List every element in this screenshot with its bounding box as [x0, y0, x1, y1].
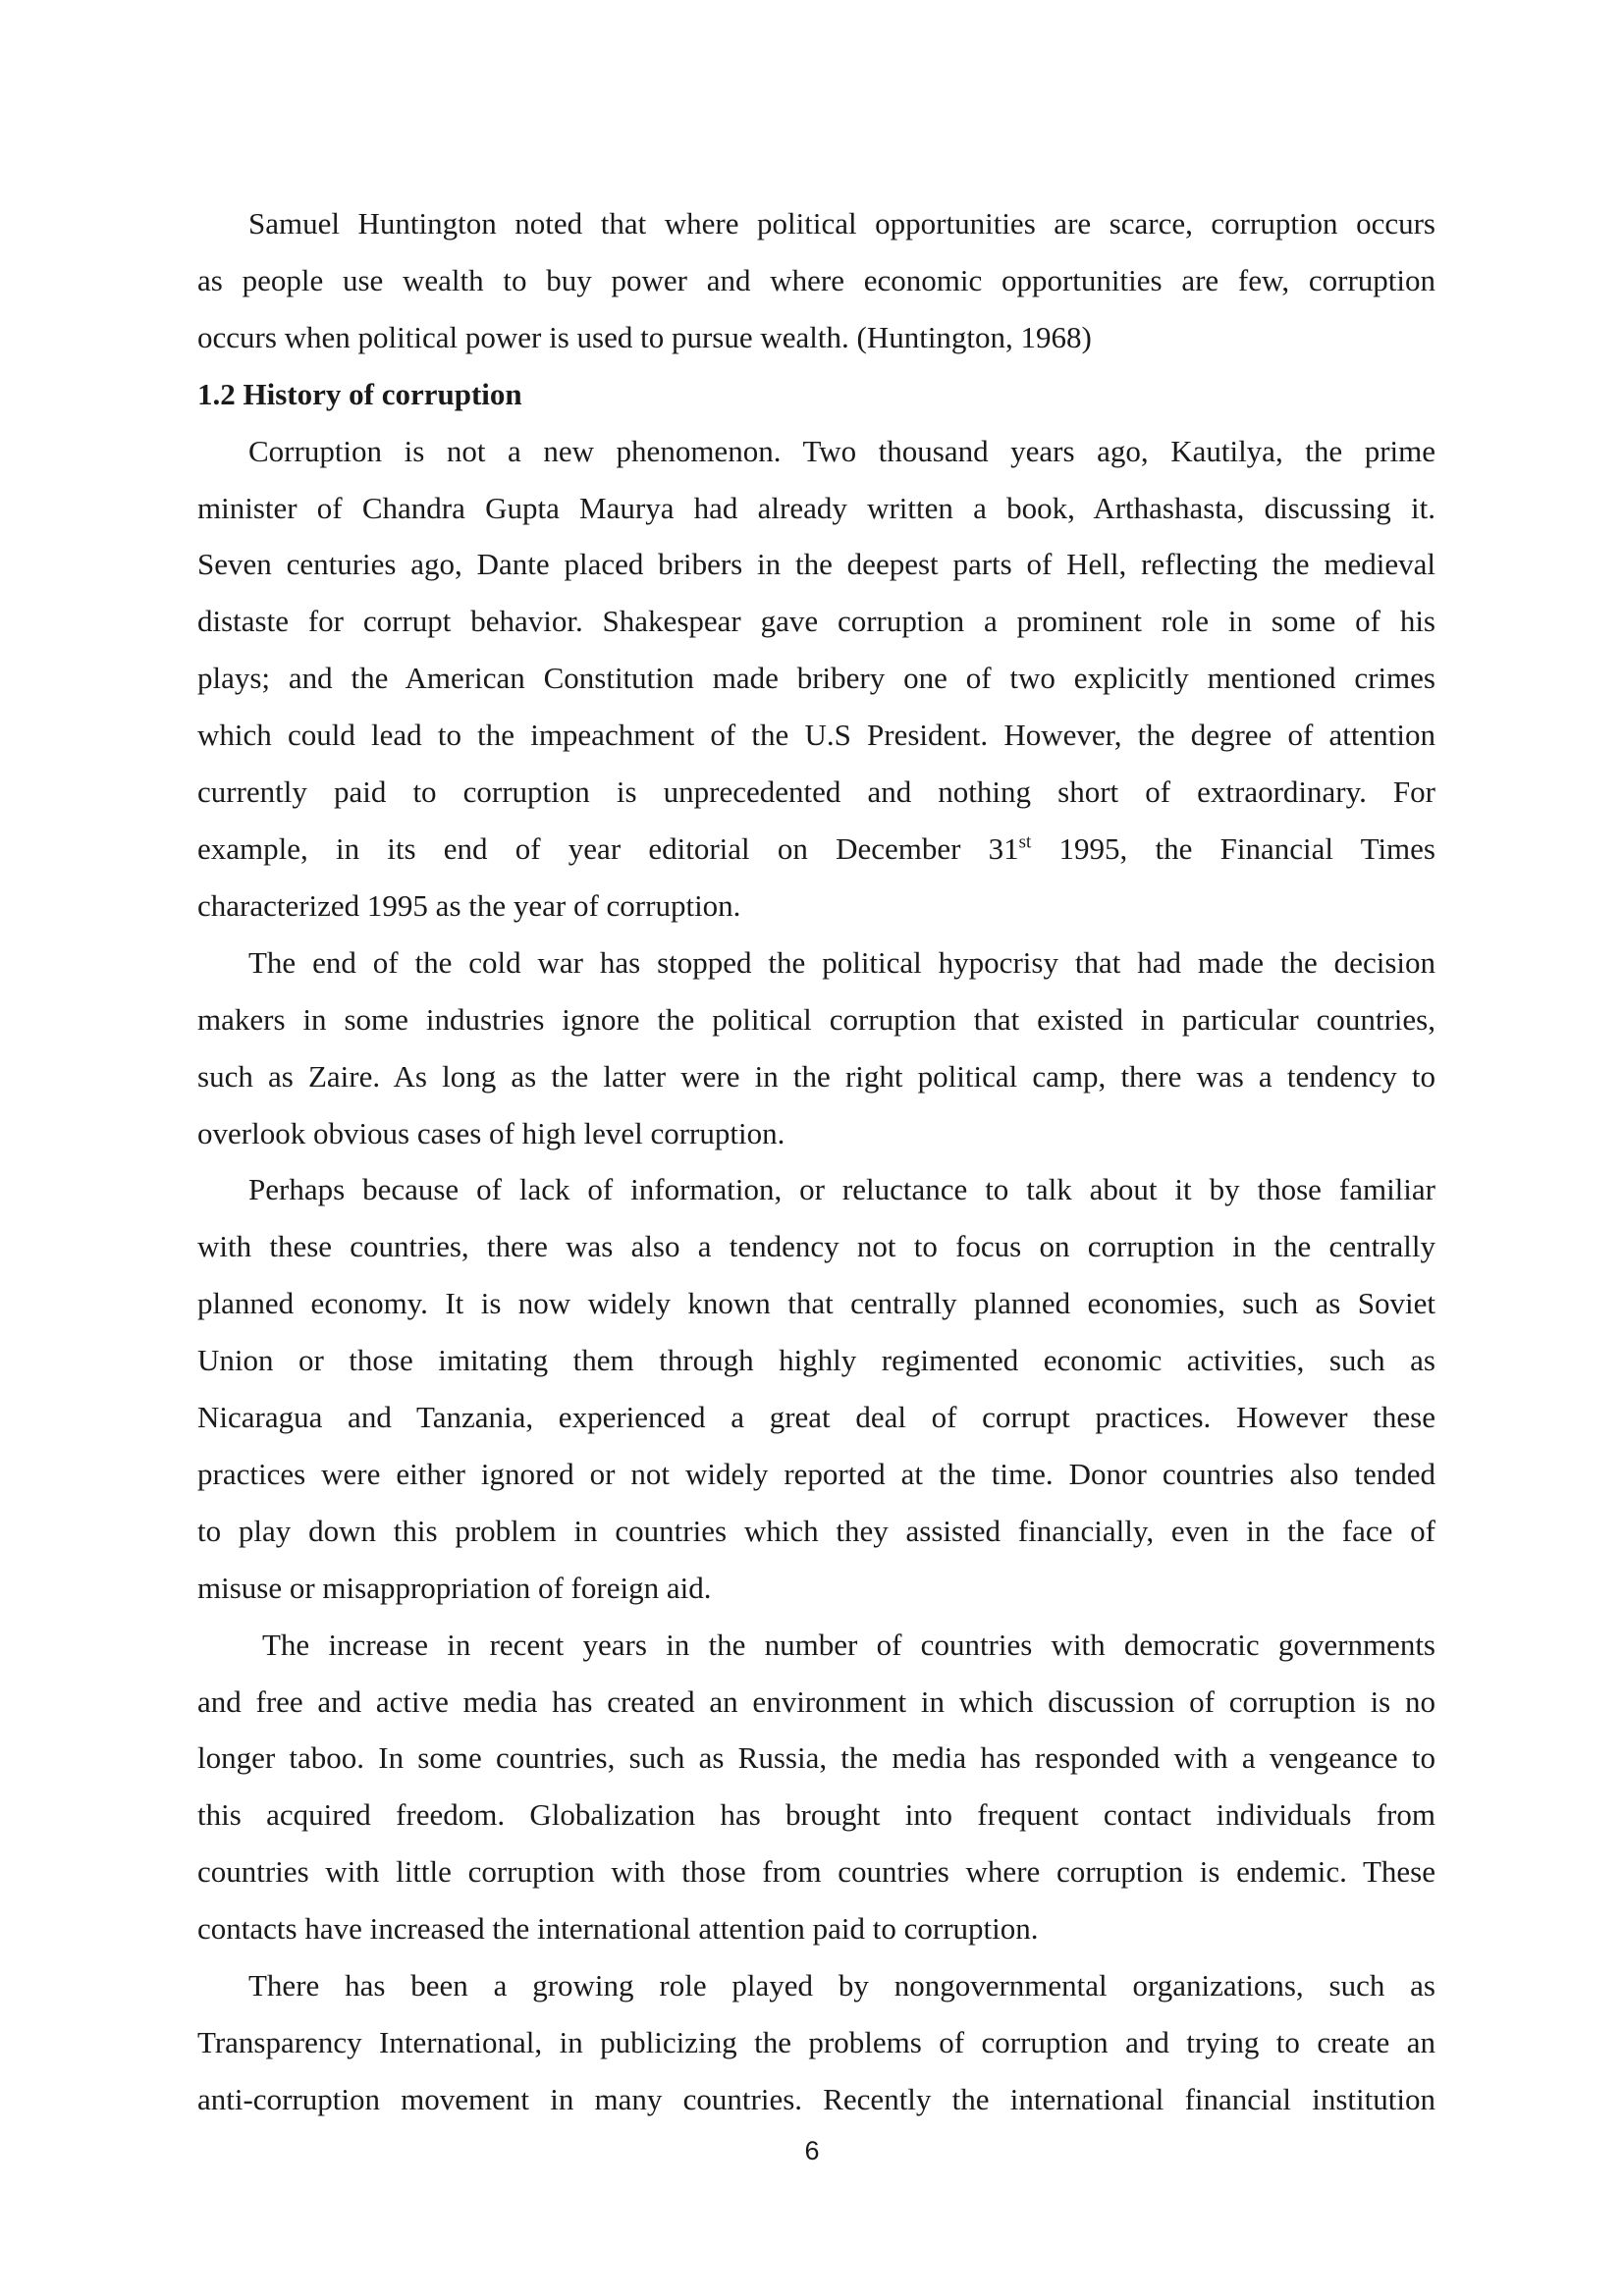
text-fragment: 1995, the Financial Times	[1031, 830, 1435, 866]
text-line: Transparency International, in publicizing the problems of corruption and trying to create an	[197, 2025, 1435, 2059]
text-line-with-superscript	[197, 821, 1435, 878]
text-line: Samuel Huntington noted that where political opportunities are scarce, corruption occurs	[248, 206, 1435, 240]
planned-economy-paragraph	[197, 1161, 1435, 1616]
text-line: as people use wealth to buy power and where economic opportunities are few, corruption	[197, 262, 1435, 297]
text-line: There has been a growing role played by nongovernmental organizations, such as	[248, 1968, 1435, 2003]
text-line: practices were either ignored or not widely reported at the time. Donor countries also tended	[197, 1456, 1435, 1491]
text-line: Corruption is not a new phenomenon. Two thousand years ago, Kautilya, the prime	[248, 433, 1435, 468]
text-line: characterized 1995 as the year of corruption.	[197, 887, 741, 923]
text-line: countries with little corruption with those from countries where corruption is endemic. These	[197, 1854, 1435, 1890]
text-line: Union or those imitating them through highly regimented economic activities, such as	[197, 1343, 1435, 1378]
cold-war-paragraph	[197, 934, 1435, 1162]
text-line: contacts have increased the international attention paid to corruption.	[197, 1911, 1039, 1947]
text-line: Seven centuries ago, Dante placed bribers in the deepest parts of Hell, reflecting the medieval	[197, 547, 1435, 582]
text-line: Nicaragua and Tanzania, experienced a great deal of corrupt practices. However these	[197, 1400, 1435, 1435]
text-fragment: example, in its end of year editorial on December 31	[197, 830, 1019, 866]
text-line: minister of Chandra Gupta Maurya had already written a book, Arthashasta, discussing it.	[197, 490, 1435, 525]
text-line: Perhaps because of lack of information, or reluctance to talk about it by those familiar	[248, 1172, 1435, 1207]
text-line: currently paid to corruption is unprecedented and nothing short of extraordinary. For	[197, 774, 1435, 810]
text-line: overlook obvious cases of high level corruption.	[197, 1115, 785, 1150]
text-line: The increase in recent years in the number of countries with democratic governments	[262, 1627, 1435, 1662]
text-line: The end of the cold war has stopped the political hypocrisy that had made the decision	[248, 944, 1435, 980]
democracy-paragraph	[197, 1617, 1435, 1957]
text-line: and free and active media has created an environment in which discussion of corruption is no	[197, 1683, 1435, 1719]
text-line: misuse or misappropriation of foreign aid.	[197, 1570, 712, 1605]
text-line: makers in some industries ignore the political corruption that existed in particular countries,	[197, 1001, 1435, 1037]
text-line: this acquired freedom. Globalization has brought into frequent contact individuals from	[197, 1797, 1435, 1833]
ordinal-superscript: st	[1018, 831, 1032, 853]
text-line: which could lead to the impeachment of the U.S President. However, the degree of attention	[197, 718, 1435, 753]
ngo-paragraph	[197, 1957, 1435, 2128]
page-number: 6	[804, 2136, 820, 2165]
section-heading: 1.2 History of corruption	[197, 376, 522, 411]
text-line: occurs when political power is used to pursue wealth. (Huntington, 1968)	[197, 319, 1092, 354]
text-line: with these countries, there was also a tendency not to focus on corruption in the centrally	[197, 1229, 1435, 1264]
text-line: anti-corruption movement in many countries. Recently the international financial institution	[197, 2081, 1435, 2116]
intro-paragraph	[197, 195, 1435, 366]
text-line: longer taboo. In some countries, such as Russia, the media has responded with a vengeance to	[197, 1740, 1435, 1776]
page-body	[197, 195, 1435, 2128]
history-paragraph	[197, 423, 1435, 934]
text-line: to play down this problem in countries which they assisted financially, even in the face of	[197, 1513, 1435, 1548]
text-line: plays; and the American Constitution made bribery one of two explicitly mentioned crimes	[197, 661, 1435, 696]
text-line: such as Zaire. As long as the latter were in the right political camp, there was a tendency to	[197, 1058, 1435, 1094]
text-line: planned economy. It is now widely known that centrally planned economies, such as Soviet	[197, 1286, 1435, 1321]
text-line: distaste for corrupt behavior. Shakespear gave corruption a prominent role in some of his	[197, 604, 1435, 639]
